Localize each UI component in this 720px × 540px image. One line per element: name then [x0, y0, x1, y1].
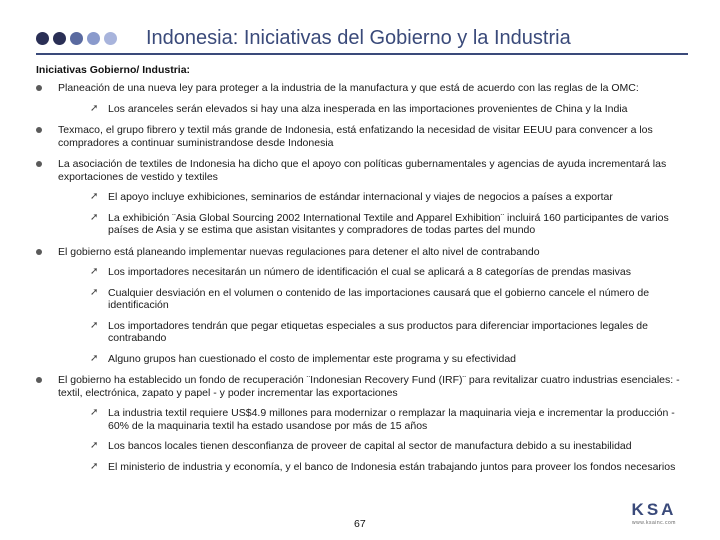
sub-item-text: Los importadores tendrán que pegar etiquetas especiales a sus productos para diferenciar importaciones legales de contrabando — [108, 319, 648, 344]
list-item-text: Texmaco, el grupo fibrero y textil más grande de Indonesia, está enfatizando la necesidad de visitar EEUU para convencer a los compradores a continuar suministrandose desde Indonesia — [58, 124, 653, 149]
sub-item-text: El apoyo incluye exhibiciones, seminarios de estándar internacional y viajes de negocios a países a exportar — [108, 191, 613, 203]
arrow-up-right-icon: ➚ — [90, 352, 99, 364]
list-item-text: El gobierno ha establecido un fondo de recuperación ¨Indonesian Recovery Fund (IRF)¨ para revitalizar cuatro industrias esenciales: - textil, electrónica, zapato y papel - y poder incrementar las exportaciones — [58, 374, 680, 399]
bullet-icon — [36, 249, 42, 255]
list-item — [36, 82, 692, 115]
list-item — [36, 246, 692, 366]
sub-item — [58, 103, 692, 116]
sub-item-text: Alguno grupos han cuestionado el costo de implementar este programa y su efectividad — [108, 352, 516, 365]
arrow-up-right-icon: ➚ — [90, 102, 99, 114]
sub-item — [58, 353, 692, 366]
arrow-up-right-icon: ➚ — [90, 460, 99, 472]
bullet-icon — [36, 377, 42, 383]
sub-item-text: La exhibición ¨Asia Global Sourcing 2002 International Textile and Apparel Exhibition¨ incluirá 160 participantes de varios países de Asia y se estima que asistan visitantes y compradores de todas partes del mundo — [108, 211, 669, 236]
ksa-logo — [622, 500, 686, 526]
arrow-up-right-icon: ➚ — [90, 211, 99, 223]
arrow-up-right-icon: ➚ — [90, 319, 99, 331]
page-title: Indonesia: Iniciativas del Gobierno y la Industria — [146, 27, 571, 49]
header-dot — [104, 32, 117, 45]
sub-item-text: La industria textil requiere US$4.9 millones para modernizar o remplazar la maquinaria vieja e incrementar la producción - 60% de la maquinaria textil ha estado usandose por más de 15 años — [108, 407, 675, 432]
bullet-icon — [36, 161, 42, 167]
list-item-text: Planeación de una nueva ley para proteger a la industria de la manufactura y que está de acuerdo con las reglas de la OMC: — [58, 82, 639, 94]
header-dots — [36, 32, 117, 45]
list-item-text: El gobierno está planeando implementar nuevas regulaciones para detener el alto nivel de contrabando — [58, 245, 540, 258]
slide-header — [0, 0, 720, 58]
sub-item — [58, 440, 692, 453]
page-number: 67 — [354, 518, 366, 530]
sub-item — [58, 407, 692, 432]
logo-subtext: www.ksainc.com — [632, 520, 676, 526]
bullet-icon — [36, 85, 42, 91]
arrow-up-right-icon: ➚ — [90, 407, 99, 418]
sub-item — [58, 320, 692, 345]
sub-item-text: Los bancos locales tienen desconfianza de proveer de capital al sector de manufactura debido a su inestabilidad — [108, 440, 632, 452]
sub-item-text: Los aranceles serán elevados si hay una alza inesperada en las importaciones provenientes de China y la India — [108, 102, 628, 115]
arrow-up-right-icon: ➚ — [90, 191, 99, 202]
sub-item-text: El ministerio de industria y economía, y el banco de Indonesia están trabajando juntos para proveer los fondos necesarios — [108, 460, 676, 473]
list-item — [36, 124, 692, 149]
header-dot — [70, 32, 83, 45]
list-item — [36, 158, 692, 237]
bullet-list — [36, 82, 692, 482]
bullet-icon — [36, 127, 42, 133]
sub-item-text: Cualquier desviación en el volumen o contenido de las importaciones causará que el gobierno cancele el número de identificación — [108, 286, 650, 311]
sub-item — [58, 212, 692, 237]
list-item — [36, 374, 692, 473]
sub-item — [58, 287, 692, 312]
sub-item — [58, 191, 692, 204]
header-dot — [53, 32, 66, 45]
header-dot — [87, 32, 100, 45]
list-item-text: La asociación de textiles de Indonesia ha dicho que el apoyo con políticas gubernamentales y agencias de ayuda incrementará las exportaciones de vestido y textiles — [58, 158, 667, 183]
arrow-up-right-icon: ➚ — [90, 266, 99, 277]
section-heading: Iniciativas Gobierno/ Industria: — [36, 64, 191, 76]
header-divider — [36, 53, 688, 55]
sub-item — [58, 461, 692, 474]
arrow-up-right-icon: ➚ — [90, 286, 99, 298]
arrow-up-right-icon: ➚ — [90, 440, 99, 451]
sub-item-text: Los importadores necesitarán un número de identificación el cual se aplicará a 8 categorías de prendas masivas — [108, 266, 631, 278]
sub-item — [58, 266, 692, 279]
logo-text: KSA — [631, 500, 677, 519]
header-dot — [36, 32, 49, 45]
